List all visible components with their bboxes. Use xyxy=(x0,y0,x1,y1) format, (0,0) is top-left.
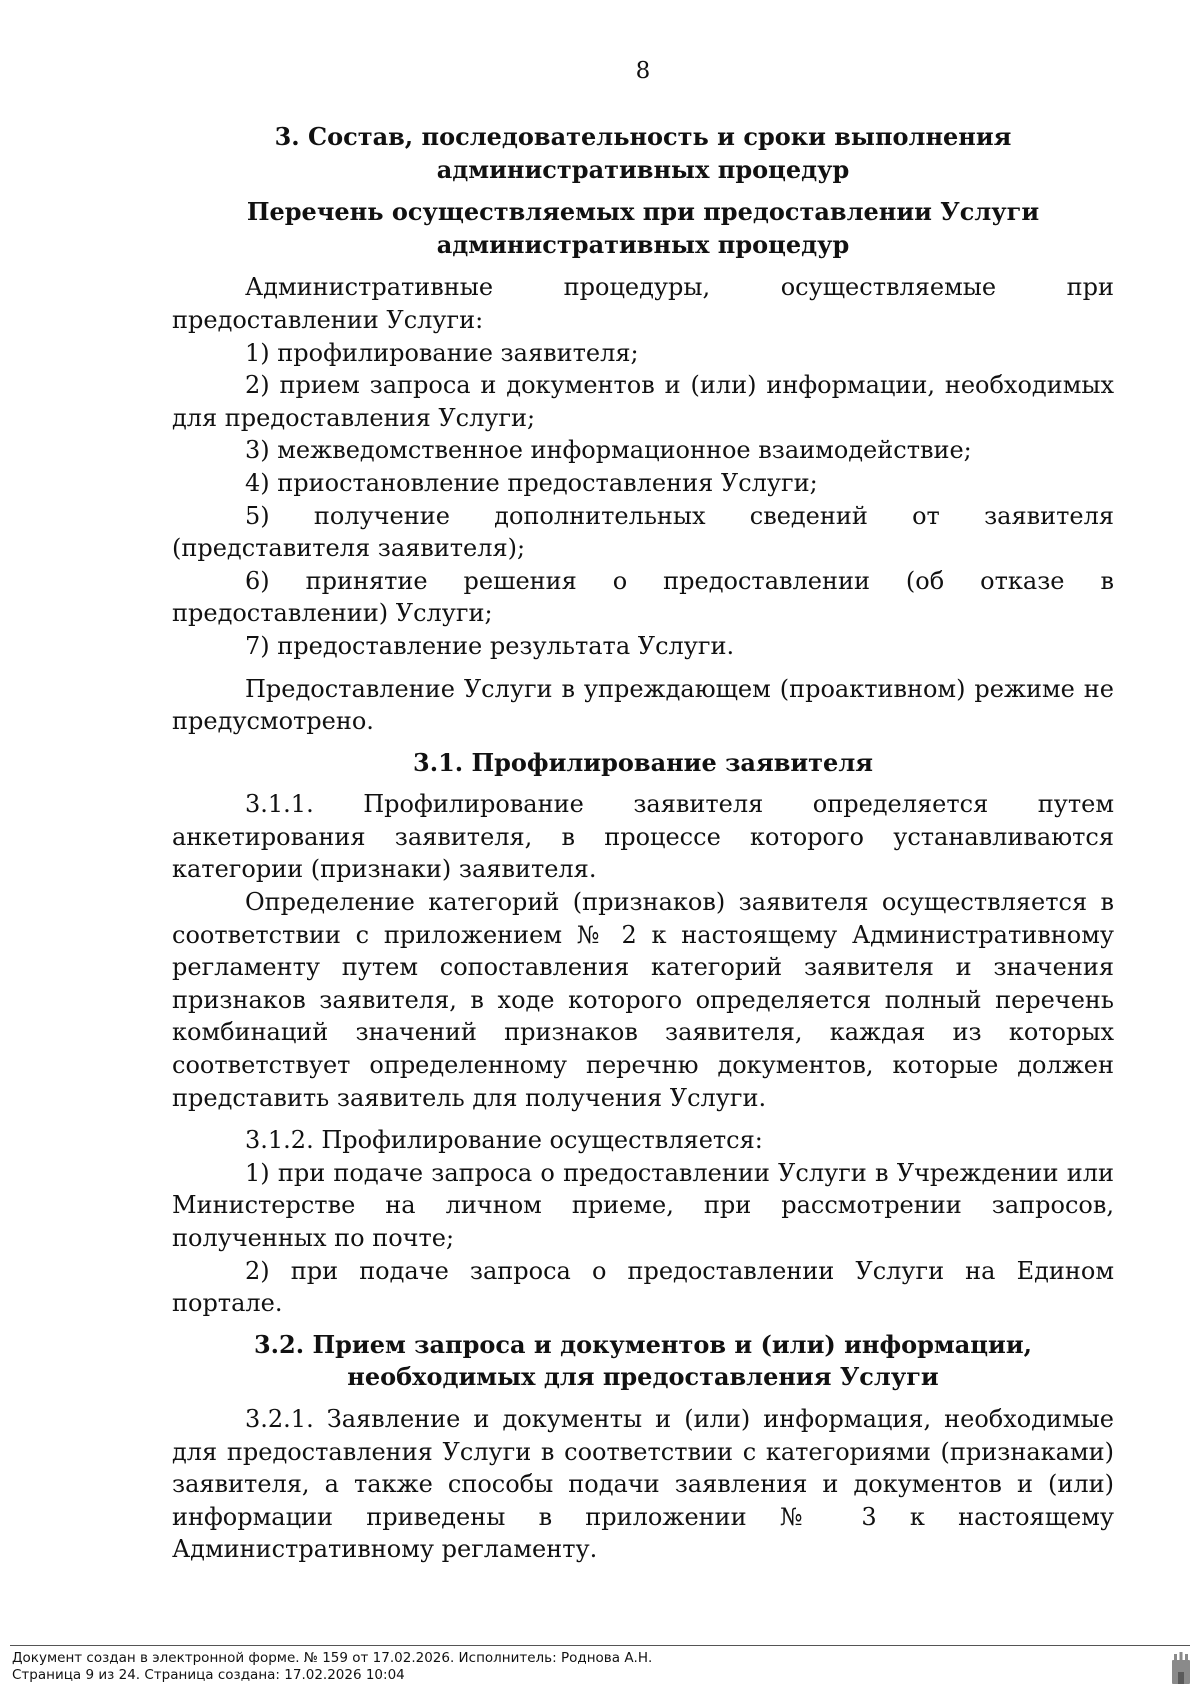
paragraph-categories: Определение категорий (признаков) заявителя осуществляется в соответствии с приложением № 2 к настоящему Административному регламенту путем сопоставления категорий заявителя и значения признаков заявителя, в ходе которого определяется полный перечень комбинаций значений признаков заявителя, каждая из которых соответствует определенному перечню документов, которые должен представить заявитель для получения Услуги. xyxy=(172,888,1114,1112)
procedure-item: 2) прием запроса и документов и (или) информации, необходимых для предоставления Услуги; xyxy=(172,371,1114,432)
paragraph-3-2-1: 3.2.1. Заявление и документы и (или) информация, необходимые для предоставления Услуги в соответствии с категориями (признаками) заявителя, а также способы подачи заявления и документов и (или) информации приведены в приложении № 3 к настоящему Административному регламенту. xyxy=(172,1404,1114,1564)
footer-line-1: Документ создан в электронной форме. № 159 от 17.02.2026. Исполнитель: Роднова А.Н. xyxy=(12,1650,653,1666)
procedure-item: 3) межведомственное информационное взаимодействие; xyxy=(245,436,972,465)
paragraph-3-1-2: 3.1.2. Профилирование осуществляется: xyxy=(245,1126,763,1155)
intro-paragraph: Административные процедуры, осуществляемые при предоставлении Услуги: xyxy=(172,273,1114,334)
page-number: 8 xyxy=(635,58,651,84)
profiling-item: 2) при подаче запроса о предоставлении Услуги на Едином портале. xyxy=(172,1256,1114,1318)
footer xyxy=(12,1650,652,1684)
profiling-item: 1) при подаче запроса о предоставлении Услуги в Учреждении или Министерстве на личном приеме, при рассмотрении запросов, полученных по почте; xyxy=(172,1158,1114,1252)
emblem-icon xyxy=(1170,1650,1192,1686)
footer-divider xyxy=(10,1645,1190,1646)
proactive-note: Предоставление Услуги в упреждающем (проактивном) режиме не предусмотрено. xyxy=(172,674,1114,736)
document-body xyxy=(172,121,1114,1566)
procedure-item: 5) получение дополнительных сведений от заявителя (представителя заявителя); xyxy=(172,501,1114,563)
procedure-item: 4) приостановление предоставления Услуги; xyxy=(245,468,818,497)
section-title: 3. Состав, последовательность и сроки выполнения административных процедур xyxy=(274,122,1012,184)
section-3-1-title: 3.1. Профилирование заявителя xyxy=(413,747,873,777)
footer-line-2: Страница 9 из 24. Страница создана: 17.02.2026 10:04 xyxy=(12,1667,405,1683)
paragraph-3-1-1: 3.1.1. Профилирование заявителя определяется путем анкетирования заявителя, в процессе которого устанавливаются категории (признаки) заявителя. xyxy=(172,790,1114,884)
section-3-2-title: 3.2. Прием запроса и документов и (или) информации, необходимых для предоставления Услуги xyxy=(253,1329,1032,1392)
procedure-item: 6) принятие решения о предоставлении (об отказе в предоставлении) Услуги; xyxy=(172,566,1114,628)
subsection-title: Перечень осуществляемых при предоставлении Услуги административных процедур xyxy=(246,197,1040,259)
procedure-item: 7) предоставление результата Услуги. xyxy=(245,631,735,660)
procedure-item: 1) профилирование заявителя; xyxy=(245,338,639,367)
